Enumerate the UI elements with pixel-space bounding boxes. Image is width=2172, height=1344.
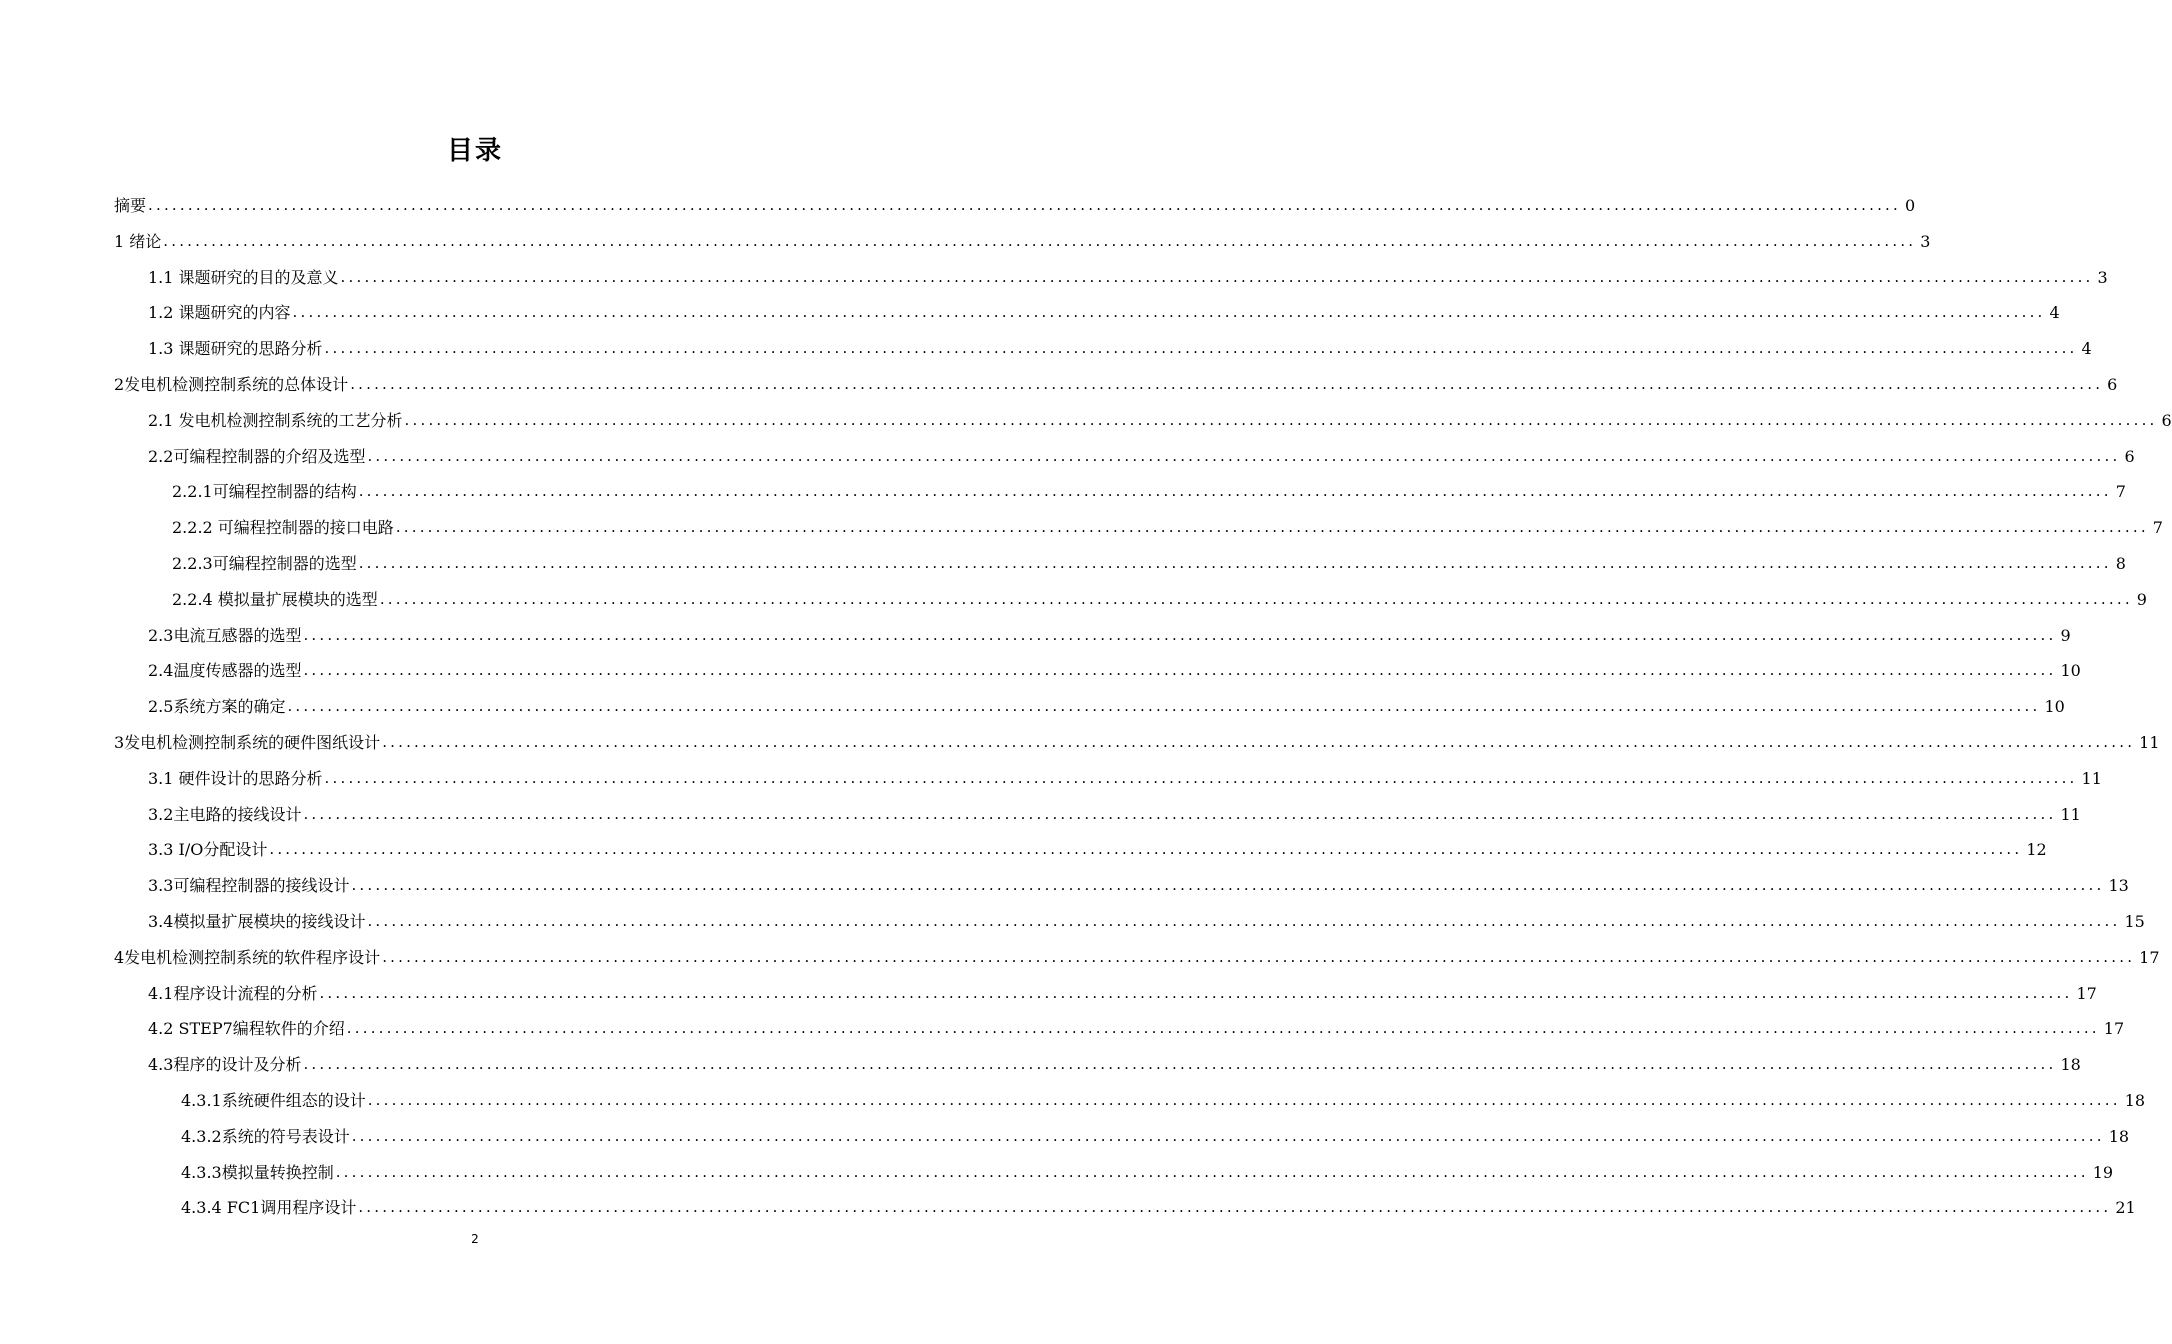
toc-entry-title: 3.1 硬件设计的思路分析 — [148, 769, 323, 788]
toc-entry-title: 3发电机检测控制系统的硬件图纸设计 — [114, 733, 381, 752]
toc-entry-page-number: 11 — [2081, 769, 2102, 788]
toc-entry[interactable] — [148, 795, 2081, 825]
toc-entry-page-number: 10 — [2060, 661, 2081, 680]
toc-entry-page-number: 6 — [2124, 447, 2135, 466]
toc-entry[interactable] — [148, 329, 2092, 359]
toc-entry-page-number: 17 — [2103, 1019, 2125, 1038]
toc-entry[interactable] — [114, 365, 2118, 395]
toc-entry-page-number: 4 — [2081, 339, 2092, 358]
dot-leader: ............................................................................................................................................................................................................................ — [379, 590, 2133, 608]
toc-entry-title: 2.2.2 可编程控制器的接口电路 — [172, 518, 394, 537]
dot-leader: ............................................................................................................................................................................................................................ — [367, 912, 2121, 930]
toc-entry[interactable] — [148, 651, 2081, 681]
dot-leader: ............................................................................................................................................................................................................................ — [335, 1163, 2089, 1181]
dot-leader: ............................................................................................................................................................................................................................ — [324, 339, 2078, 357]
toc-entry-title: 2.2.3可编程控制器的选型 — [172, 554, 357, 573]
toc-entry[interactable] — [114, 938, 2160, 968]
toc-entry[interactable] — [148, 401, 2172, 431]
toc-entry-title: 2.3电流互感器的选型 — [148, 626, 302, 645]
toc-entry-page-number: 18 — [2108, 1127, 2130, 1146]
dot-leader: ............................................................................................................................................................................................................................ — [367, 447, 2121, 465]
toc-entry-page-number: 9 — [2136, 590, 2147, 609]
toc-entry-title: 4.3.1系统硬件组态的设计 — [181, 1091, 366, 1110]
toc-entry-title: 4.3.2系统的符号表设计 — [181, 1127, 350, 1146]
toc-entry-page-number: 7 — [2152, 518, 2163, 537]
toc-entry-title: 1.2 课题研究的内容 — [148, 303, 291, 322]
toc-entry[interactable] — [148, 1045, 2081, 1075]
toc-entry-page-number: 21 — [2115, 1198, 2136, 1217]
toc-entry-title: 摘要 — [114, 196, 147, 215]
toc-entry[interactable] — [114, 186, 1916, 216]
dot-leader: ............................................................................................................................................................................................................................ — [148, 196, 1901, 214]
toc-entry[interactable] — [172, 472, 2126, 502]
toc-entry[interactable] — [181, 1081, 2146, 1111]
toc-entry-title: 4.3程序的设计及分析 — [148, 1055, 302, 1074]
toc-entry-title: 4.1程序设计流程的分析 — [148, 984, 318, 1003]
toc-entry[interactable] — [172, 580, 2147, 610]
dot-leader: ............................................................................................................................................................................................................................ — [358, 482, 2112, 500]
dot-leader: ............................................................................................................................................................................................................................ — [269, 840, 2023, 858]
toc-entry-page-number: 9 — [2060, 626, 2071, 645]
toc-entry-page-number: 3 — [1920, 232, 1931, 251]
toc-entry-title: 2发电机检测控制系统的总体设计 — [114, 375, 349, 394]
toc-entry-title: 1.3 课题研究的思路分析 — [148, 339, 323, 358]
dot-leader: ............................................................................................................................................................................................................................ — [382, 733, 2136, 751]
toc-entry[interactable] — [148, 830, 2047, 860]
toc-entry-title: 2.1 发电机检测控制系统的工艺分析 — [148, 411, 403, 430]
toc-entry[interactable] — [181, 1117, 2130, 1147]
dot-leader: ............................................................................................................................................................................................................................ — [358, 1198, 2112, 1216]
toc-entry-page-number: 19 — [2092, 1163, 2114, 1182]
toc-entry-page-number: 3 — [2097, 268, 2108, 287]
dot-leader: ............................................................................................................................................................................................................................ — [287, 697, 2041, 715]
toc-entry-title: 4.3.4 FC1调用程序设计 — [181, 1198, 357, 1217]
toc-entry[interactable] — [148, 293, 2060, 323]
toc-entry-page-number: 7 — [2115, 482, 2126, 501]
toc-entry-title: 1.1 课题研究的目的及意义 — [148, 268, 339, 287]
toc-entry-page-number: 0 — [1905, 196, 1916, 215]
toc-entry[interactable] — [172, 508, 2163, 538]
toc-entry-title: 4.3.3模拟量转换控制 — [181, 1163, 334, 1182]
dot-leader: ............................................................................................................................................................................................................................ — [303, 626, 2057, 644]
toc-entry[interactable] — [181, 1153, 2114, 1183]
toc-entry-page-number: 15 — [2124, 912, 2145, 931]
toc-entry-page-number: 6 — [2107, 375, 2118, 394]
dot-leader: ............................................................................................................................................................................................................................ — [382, 948, 2136, 966]
dot-leader: ............................................................................................................................................................................................................................ — [395, 518, 2149, 536]
toc-entry-page-number: 12 — [2026, 840, 2047, 859]
toc-entry[interactable] — [114, 723, 2160, 753]
dot-leader: ............................................................................................................................................................................................................................ — [340, 268, 2094, 286]
toc-entry-page-number: 11 — [2060, 805, 2081, 824]
toc-entry-title: 2.2.1可编程控制器的结构 — [172, 482, 357, 501]
dot-leader: ............................................................................................................................................................................................................................ — [303, 661, 2057, 679]
dot-leader: ............................................................................................................................................................................................................................ — [367, 1091, 2121, 1109]
dot-leader: ............................................................................................................................................................................................................................ — [358, 554, 2112, 572]
toc-entry-page-number: 6 — [2161, 411, 2172, 430]
toc-entry-page-number: 4 — [2049, 303, 2060, 322]
toc-entry-title: 4.2 STEP7编程软件的介绍 — [148, 1019, 345, 1038]
dot-leader: ............................................................................................................................................................................................................................ — [351, 876, 2105, 894]
dot-leader: ............................................................................................................................................................................................................................ — [350, 375, 2104, 393]
dot-leader: ............................................................................................................................................................................................................................ — [292, 303, 2046, 321]
toc-entry-title: 2.2.4 模拟量扩展模块的选型 — [172, 590, 378, 609]
dot-leader: ............................................................................................................................................................................................................................ — [319, 984, 2073, 1002]
page-number: 2 — [471, 1232, 479, 1246]
toc-entry-title: 3.3 I/O分配设计 — [148, 840, 268, 859]
dot-leader: ............................................................................................................................................................................................................................ — [404, 411, 2158, 429]
toc-entry-title: 2.5系统方案的确定 — [148, 697, 286, 716]
toc-entry-page-number: 18 — [2124, 1091, 2146, 1110]
toc-entry[interactable] — [148, 902, 2145, 932]
toc-entry-title: 1 绪论 — [114, 232, 162, 251]
dot-leader: ............................................................................................................................................................................................................................ — [346, 1019, 2100, 1037]
toc-entry[interactable] — [148, 616, 2071, 646]
toc-entry-title: 3.4模拟量扩展模块的接线设计 — [148, 912, 366, 931]
toc-entry-page-number: 10 — [2044, 697, 2065, 716]
dot-leader: ............................................................................................................................................................................................................................ — [351, 1127, 2105, 1145]
dot-leader: ............................................................................................................................................................................................................................ — [324, 769, 2078, 787]
toc-entry[interactable] — [172, 544, 2126, 574]
toc-title: 目录 — [446, 136, 503, 166]
dot-leader: ............................................................................................................................................................................................................................ — [303, 1055, 2057, 1073]
toc-entry-title: 2.2可编程控制器的介绍及选型 — [148, 447, 366, 466]
toc-entry[interactable] — [148, 974, 2097, 1004]
toc-entry[interactable] — [148, 258, 2108, 288]
toc-entry-page-number: 17 — [2139, 948, 2160, 967]
toc-entry-page-number: 13 — [2108, 876, 2129, 895]
toc-entry-title: 4发电机检测控制系统的软件程序设计 — [114, 948, 381, 967]
toc-entry[interactable] — [148, 866, 2129, 896]
toc-entry[interactable] — [148, 437, 2135, 467]
dot-leader: ............................................................................................................................................................................................................................ — [163, 232, 1917, 250]
dot-leader: ............................................................................................................................................................................................................................ — [303, 805, 2057, 823]
toc-entry-page-number: 18 — [2060, 1055, 2081, 1074]
toc-entry-title: 2.4温度传感器的选型 — [148, 661, 302, 680]
toc-entry[interactable] — [148, 1009, 2125, 1039]
toc-entry[interactable] — [148, 759, 2102, 789]
toc-entry[interactable] — [148, 687, 2065, 717]
toc-entry[interactable] — [114, 222, 1931, 252]
toc-entry[interactable] — [181, 1188, 2136, 1218]
toc-entry-page-number: 17 — [2076, 984, 2097, 1003]
toc-entry-page-number: 8 — [2115, 554, 2126, 573]
toc-entry-title: 3.2主电路的接线设计 — [148, 805, 302, 824]
toc-entry-title: 3.3可编程控制器的接线设计 — [148, 876, 350, 895]
toc-entry-page-number: 11 — [2139, 733, 2160, 752]
